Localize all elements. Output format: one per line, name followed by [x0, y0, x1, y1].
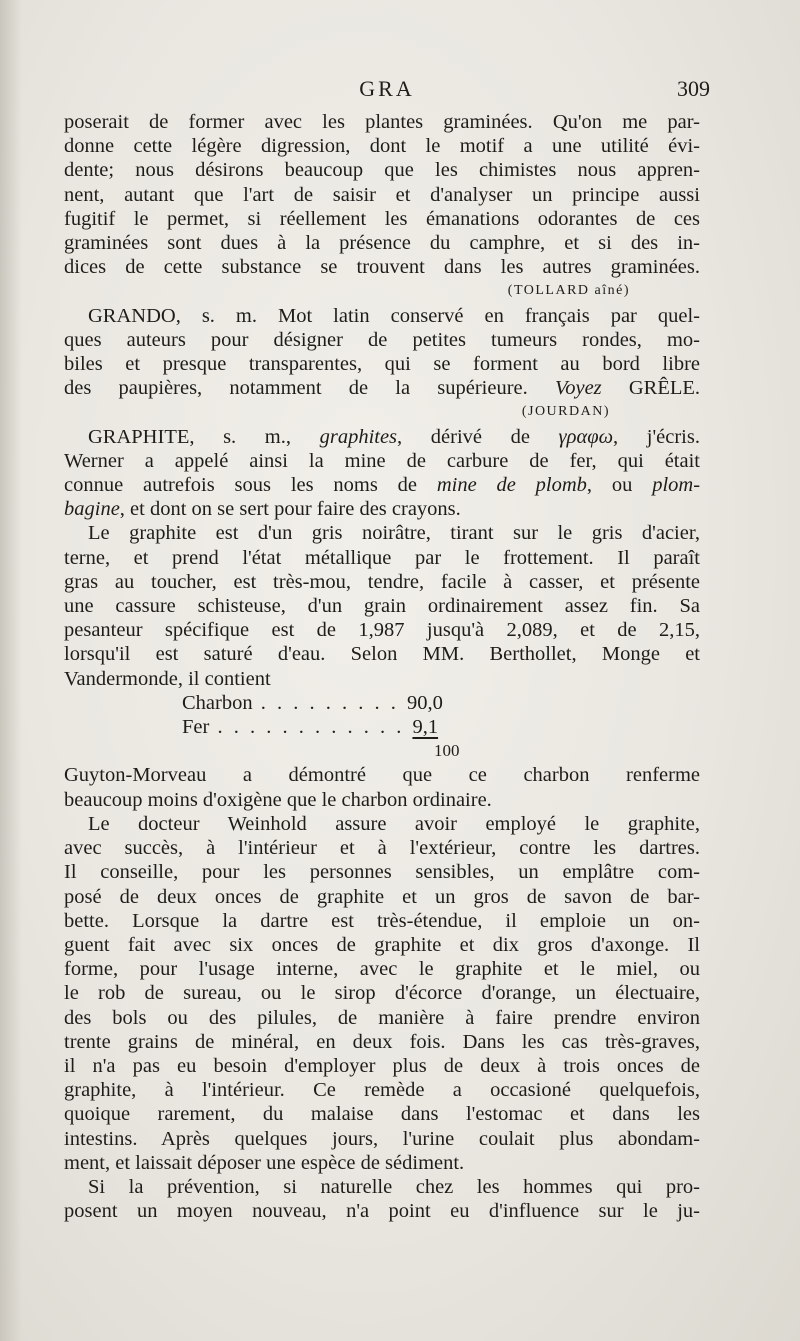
- table-value: 9,1: [412, 716, 439, 739]
- text-line: une cassure schisteuse, d'un grain ordinairement assez fin. Sa: [64, 595, 700, 618]
- text-line: trente grains de minéral, en deux fois. Dans les cas très-graves,: [64, 1030, 700, 1053]
- text-line: gras au toucher, est très-mou, tendre, facile à casser, et présente: [64, 570, 700, 593]
- text-line: Le docteur Weinhold assure avoir employé le graphite,: [88, 812, 700, 835]
- italic-term: bagine: [64, 498, 120, 521]
- text-fragment: , dérivé de: [397, 425, 559, 448]
- text-line: avec succès, à l'intérieur et à l'extérieur, contre les dartres.: [64, 837, 700, 860]
- text-line: Il conseille, pour les personnes sensibles, un emplâtre com-: [64, 861, 700, 884]
- text-fragment: des paupières, notamment de la supérieure.: [64, 377, 555, 400]
- table-row: [64, 691, 700, 715]
- text-line: Le graphite est d'un gris noirâtre, tirant sur le gris d'acier,: [88, 522, 700, 545]
- text-line: Vandermonde, il contient: [64, 667, 271, 690]
- table-value: 90,0: [406, 691, 443, 714]
- text-line: lorsqu'il est saturé d'eau. Selon MM. Berthollet, Monge et: [64, 643, 700, 666]
- page-gutter-shadow: [0, 0, 22, 1341]
- paragraph-prevention: [64, 1175, 700, 1223]
- text-line: beaucoup moins d'oxigène que le charbon ordinaire.: [64, 788, 492, 811]
- text-fragment: GRAPHITE, s. m.,: [88, 425, 320, 448]
- table-label: Charbon: [182, 691, 253, 714]
- text-line: pesanteur spécifique est de 1,987 jusqu'à 2,089, et de 2,15,: [64, 619, 700, 642]
- paragraph-weinhold: [64, 812, 700, 1175]
- text-line: graphite, à l'intérieur. Ce remède a occasioné quelquefois,: [64, 1079, 700, 1102]
- text-line: dices de cette substance se trouvent dans les autres graminées.: [64, 256, 700, 279]
- text-line: ques auteurs pour désigner de petites tumeurs rondes, mo-: [64, 328, 700, 351]
- table-label: Fer: [182, 716, 210, 739]
- text-line: le rob de sureau, ou le sirop d'écorce d'orange, un électuaire,: [64, 982, 700, 1005]
- paragraph-properties: [64, 521, 700, 690]
- text-line: dente; nous désirons beaucoup que les chimistes nous appren-: [64, 159, 700, 182]
- entry-headline: GRANDO, s. m. Mot latin conservé en français par quel-: [88, 304, 700, 327]
- leader-dots: . . . . . . . . . . . .: [209, 716, 413, 739]
- text-line: des bols ou des pilules, de manière à faire prendre environ: [64, 1006, 700, 1029]
- page-body: [64, 110, 700, 1223]
- cross-reference-target: GRÊLE.: [601, 377, 701, 400]
- text-line: terne, et prend l'état métallique par le frottement. Il paraît: [64, 546, 700, 569]
- leader-dots: . . . . . . . . .: [252, 691, 407, 714]
- text-line: forme, pour l'usage interne, avec le graphite et le miel, ou: [64, 958, 700, 981]
- greek-term: γραφω: [558, 425, 614, 448]
- text-line: biles et presque transparentes, qui se forment au bord libre: [64, 353, 700, 376]
- entry-headline: [64, 425, 700, 449]
- italic-term: mine de plomb: [436, 474, 587, 497]
- paragraph-continuation: [64, 110, 700, 304]
- entry-graphite: [64, 425, 700, 522]
- page-header: [64, 76, 710, 106]
- text-line: fugitif le permet, si réellement les émanations odorantes de ces: [64, 207, 700, 230]
- author-signature: (TOLLARD aîné): [507, 283, 630, 299]
- text-line: [64, 376, 700, 400]
- italic-term: plom-: [652, 474, 701, 497]
- composition-table: [64, 691, 700, 764]
- cross-reference-italic: Voyez: [554, 377, 602, 400]
- text-fragment: , ou: [586, 474, 653, 497]
- text-line: nent, autant que l'art de saisir et d'analyser un principe aussi: [64, 183, 700, 206]
- table-row: [64, 715, 700, 739]
- author-signature: (JOURDAN): [521, 404, 610, 420]
- text-line: bette. Lorsque la dartre est très-étendue, il emploie un on-: [64, 909, 700, 932]
- text-line: [64, 497, 700, 521]
- text-line: guent fait avec six onces de graphite et dix gros d'axonge. Il: [64, 933, 700, 956]
- text-line: Guyton-Morveau a démontré que ce charbon renferme: [64, 764, 700, 787]
- text-line: intestins. Après quelques jours, l'urine coulait plus abondam-: [64, 1127, 700, 1150]
- text-fragment: , j'écris.: [613, 425, 700, 448]
- page-number: 309: [677, 76, 710, 101]
- text-line: donne cette légère digression, dont le motif a une utilité évi-: [64, 135, 700, 158]
- text-line: poserait de former avec les plantes graminées. Qu'on me par-: [64, 111, 700, 133]
- latin-term: graphites: [319, 425, 398, 448]
- text-line: il n'a pas eu besoin d'employer plus de deux à trois onces de: [64, 1054, 700, 1077]
- text-line: graminées sont dues à la présence du camphre, et si des in-: [64, 232, 700, 255]
- text-line: Werner a appelé ainsi la mine de carbure de fer, qui était: [64, 449, 700, 472]
- running-head: GRA: [359, 76, 415, 101]
- text-fragment: connue autrefois sous les noms de: [64, 474, 437, 497]
- text-line: posent un moyen nouveau, n'a point eu d'influence sur le ju-: [64, 1200, 700, 1223]
- table-total: 100: [434, 741, 460, 761]
- text-line: ment, et laissait déposer une espèce de sédiment.: [64, 1151, 465, 1174]
- text-line: [64, 473, 700, 497]
- text-line: posé de deux onces de graphite et un gros de savon de bar-: [64, 885, 700, 908]
- paragraph-guyton: [64, 763, 700, 811]
- text-fragment: , et dont on se sert pour faire des crayons.: [119, 498, 461, 521]
- entry-grando: [64, 304, 700, 425]
- text-line: quoique rarement, du malaise dans l'estomac et dans les: [64, 1103, 700, 1126]
- text-line: Si la prévention, si naturelle chez les hommes qui pro-: [88, 1175, 700, 1198]
